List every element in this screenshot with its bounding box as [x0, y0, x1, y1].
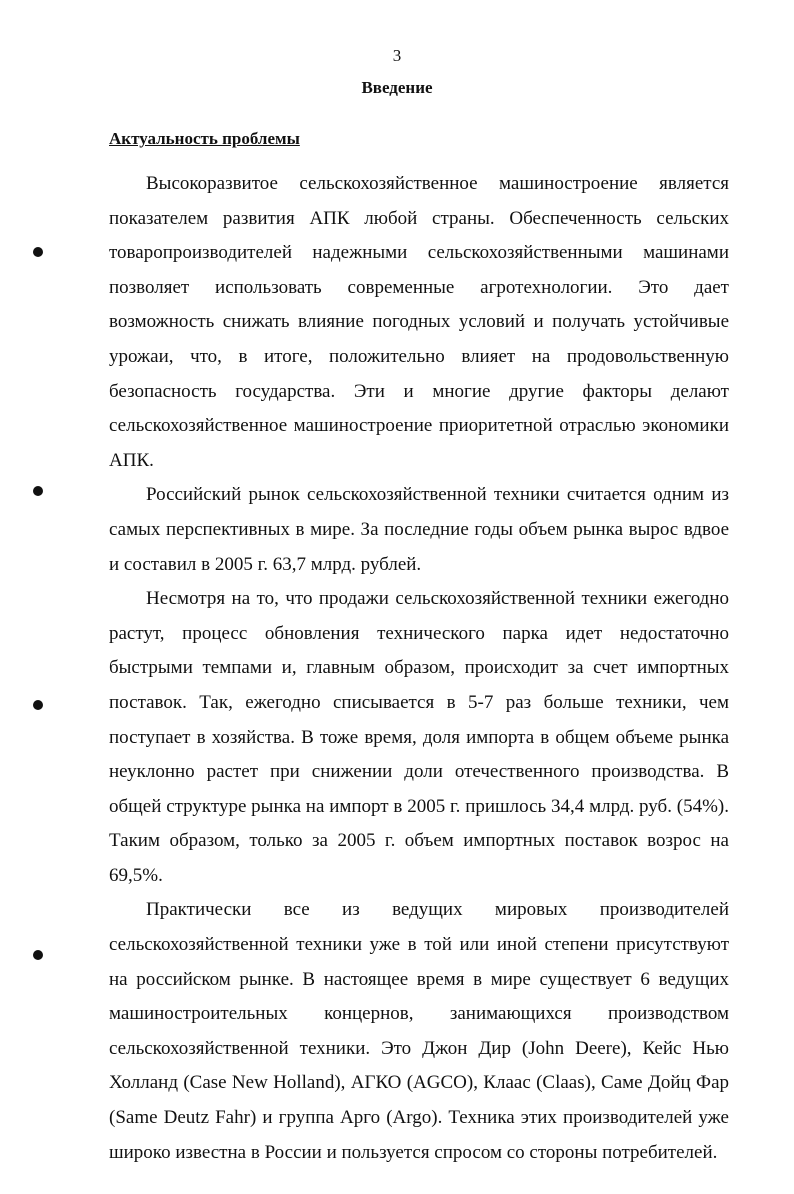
body-text [109, 167, 729, 1170]
binder-hole-mark [33, 486, 43, 496]
binder-hole-mark [33, 247, 43, 257]
page-number: 3 [392, 46, 402, 65]
page-title: Введение [361, 78, 433, 97]
section-heading: Актуальность проблемы [109, 129, 300, 148]
paragraph: Несмотря на то, что продажи сельскохозяйственной техники ежегодно растут, процесс обновления технического парка идет недостаточно быстрыми темпами и, главным образом, происходит за счет импортных поставок. Так, ежегодно списывается в 5-7 раз больше техники, чем поступает в хозяйства. В тоже время, доля импорта в общем объеме рынка неуклонно растет при снижении доли отечественного производства. В общей структуре рынка на импорт в 2005 г. пришлось 34,4 млрд. руб. (54%). Таким образом, только за 2005 г. объем импортных поставок возрос на 69,5%. [109, 588, 729, 886]
paragraph: Практически все из ведущих мировых производителей сельскохозяйственной техники уже в той или иной степени присутствуют на российском рынке. В настоящее время в мире существует 6 ведущих машиностроительных концернов, занимающихся производством сельскохозяйственной техники. Это Джон Дир (John Deere), Кейс Нью Холланд (Case New Holland), АГКО (AGCO), Клаас (Claas), Саме Дойц Фар (Same Deutz Fahr) и группа Арго (Argo). Техника этих производителей уже широко известна в России и пользуется спросом со стороны потребителей. [109, 899, 729, 1163]
binder-hole-mark [33, 950, 43, 960]
paragraph: Высокоразвитое сельскохозяйственное машиностроение является показателем развития АПК любой страны. Обеспеченность сельских товаропроизводителей надежными сельскохозяйственными машинами позволяет использовать современные агротехнологии. Это дает возможность снижать влияние погодных условий и получать устойчивые урожаи, что, в итоге, положительно влияет на продовольственную безопасность государства. Эти и многие другие факторы делают сельскохозяйственное машиностроение приоритетной отраслью экономики АПК. [109, 173, 729, 471]
binder-hole-mark [33, 700, 43, 710]
paragraph: Российский рынок сельскохозяйственной техники считается одним из самых перспективных в мире. За последние годы объем рынка вырос вдвое и составил в 2005 г. 63,7 млрд. рублей. [109, 484, 729, 575]
